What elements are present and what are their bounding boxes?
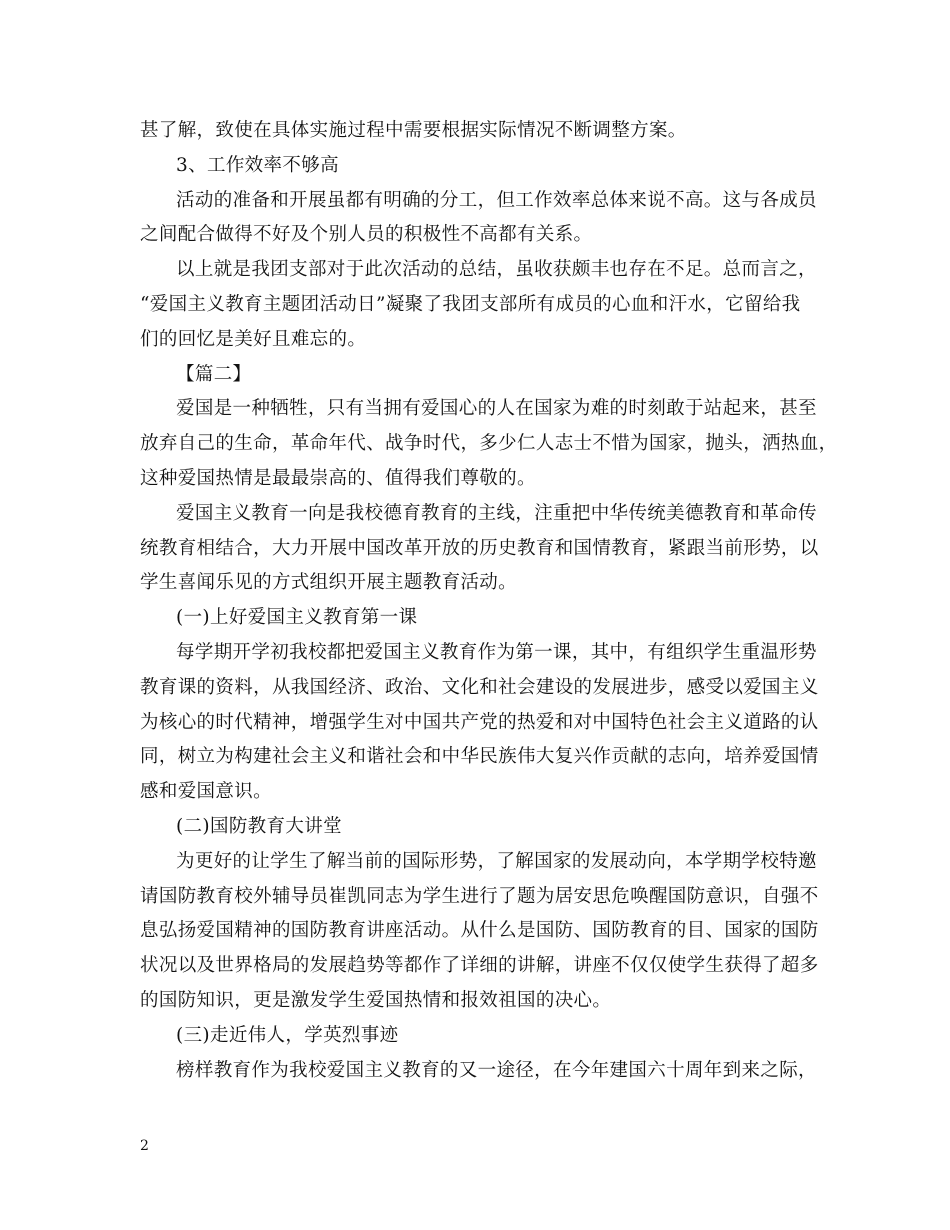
- text-line: 统教育相结合，大力开展中国改革开放的历史教育和国情教育，紧跟当前形势，以: [140, 537, 819, 559]
- text-line: 这种爱国热情是最最崇高的、值得我们尊敬的。: [140, 467, 536, 489]
- section-heading: (一)上好爱国主义教育第一课: [176, 607, 418, 629]
- text-line: 为更好的让学生了解当前的国际形势，了解国家的发展动向，本学期学校特邀: [176, 850, 817, 872]
- text-line: 之间配合做得不好及个别人员的积极性不高都有关系。: [140, 224, 593, 246]
- text-line: 状况以及世界格局的发展趋势等都作了详细的讲解，讲座不仅仅使学生获得了超多: [140, 955, 819, 977]
- section-heading: (三)走近伟人，学英烈事迹: [176, 1024, 399, 1046]
- text-line: 放弃自己的生命，革命年代、战争时代，多少仁人志士不惜为国家，抛头，洒热血，: [140, 433, 838, 455]
- part-heading: 【篇二】: [176, 363, 252, 385]
- text-line: 学生喜闻乐见的方式组织开展主题教育活动。: [140, 572, 518, 594]
- text-line: “爱国主义教育主题团活动日”凝聚了我团支部所有成员的心血和汗水，它留给我: [140, 293, 801, 315]
- text-line: 活动的准备和开展虽都有明确的分工，但工作效率总体来说不高。这与各成员: [176, 189, 817, 211]
- text-line: 为核心的时代精神，增强学生对中国共产党的热爱和对中国特色社会主义道路的认: [140, 711, 819, 733]
- text-line: 甚了解，致使在具体实施过程中需要根据实际情况不断调整方案。: [140, 120, 687, 141]
- text-line: 同，树立为构建社会主义和谐社会和中华民族伟大复兴作贡献的志向，培养爱国情: [140, 746, 819, 768]
- document-body: [140, 114, 838, 1088]
- text-line: 感和爱国意识。: [140, 781, 272, 803]
- text-line: 息弘扬爱国精神的国防教育讲座活动。从什么是国防、国防教育的目、国家的国防: [140, 920, 819, 942]
- text-line: 教育课的资料，从我国经济、政治、文化和社会建设的发展进步，感受以爱国主义: [140, 676, 819, 698]
- text-line: 请国防教育校外辅导员崔凯同志为学生进行了题为居安思危唤醒国防意识，自强不: [140, 885, 819, 907]
- section-heading: 3、工作效率不够高: [176, 154, 339, 176]
- section-heading: (二)国防教育大讲堂: [176, 815, 342, 837]
- text-line: 们的回忆是美好且难忘的。: [140, 328, 367, 350]
- text-line: 每学期开学初我校都把爱国主义教育作为第一课，其中，有组织学生重温形势: [176, 641, 817, 663]
- text-line: 榜样教育作为我校爱国主义教育的又一途径，在今年建国六十周年到来之际，: [176, 1059, 817, 1081]
- text-line: 以上就是我团支部对于此次活动的总结，虽收获颇丰也存在不足。总而言之，: [176, 259, 817, 281]
- text-line: 爱国主义教育一向是我校德育教育的主线，注重把中华传统美德教育和革命传: [176, 502, 817, 524]
- text-line: 爱国是一种牺牲，只有当拥有爱国心的人在国家为难的时刻敢于站起来，甚至: [176, 398, 817, 420]
- text-line: 的国防知识，更是激发学生爱国热情和报效祖国的决心。: [140, 989, 612, 1011]
- page-number: 2: [140, 1138, 149, 1154]
